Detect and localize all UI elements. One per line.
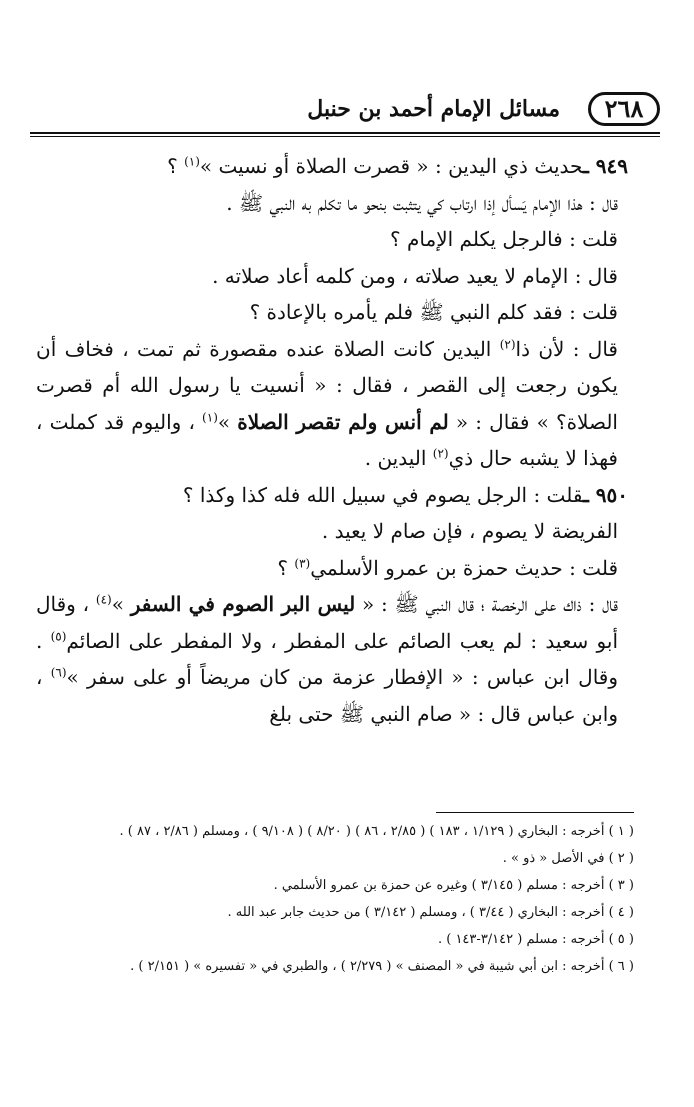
paragraph (36, 586, 628, 732)
footnote-ref: (٢) (499, 336, 516, 351)
paragraph: قلت : فالرجل يكلم الإمام ؟ (390, 227, 618, 251)
footnote-ref: (١) (184, 154, 200, 169)
footnote: ( ٣ ) أخرجه : مسلم ( ٣/١٤٥ ) وغيره عن حمزة بن عمرو الأسلمي . (273, 878, 634, 893)
paragraph: الفريضة لا يصوم ، فإن صام لا يعيد . (321, 519, 618, 543)
issue-949-heading (36, 148, 628, 185)
footnote: ( ٢ ) في الأصل « ذو » . (502, 851, 634, 866)
footnote-ref: (٦) (50, 665, 67, 680)
text-run: اليدين . (364, 446, 433, 470)
text-run: ، وابن عباس قال : « صام النبي ﷺ حتى بلغ (36, 665, 618, 726)
footnote-separator (436, 812, 634, 813)
text-run: » (217, 409, 238, 434)
paragraph (36, 331, 628, 477)
paragraph: قلت : فقد كلم النبي ﷺ فلم يأمره بالإعادة ؟ (249, 300, 618, 324)
footnote: ( ٦ ) أخرجه : ابن أبي شيبة في « المصنف » ( ٢/٢٧٩ ) ، والطبري في « تفسيره » ( ٢/١٥١ ) . (130, 959, 634, 974)
text-run: ، واليوم قد كملت ، فهذا لا يشبه حال ذي (36, 409, 618, 470)
footnote-ref: (١) (202, 409, 218, 424)
question-mark: ؟ (167, 154, 185, 178)
header-rule (30, 132, 660, 137)
text-run: » (111, 592, 131, 616)
footnote: ( ٤ ) أخرجه : البخاري ( ٣/٤٤ ) ، ومسلم ( ٣/١٤٢ ) من حديث جابر عبد الله . (227, 905, 634, 920)
paragraph: قال : الإمام لا يعيد صلاته ، ومن كلمه أعاد صلاته . (212, 263, 618, 288)
text-run: قال : لأن ذا (515, 336, 618, 361)
hadith-bold-text: ليس البر الصوم في السفر (130, 592, 356, 616)
page-number: ٢٦٨ (588, 92, 660, 126)
footnote: ( ١ ) أخرجه : البخاري ( ١/١٢٩ ، ١٨٣ ) ( ٢/٨٥ ، ٨٦ ) ( ٨/٢٠ ) ( ٩/١٠٨ ) ، ومسلم ( ٢/٨٦ ، ٨٧ ) . (119, 824, 634, 839)
text-run: اليدين كانت الصلاة عنده مقصورة ثم تمت ، فخاف أن يكون رجعت إلى القصر ، فقال : « أنسيت يا رسول الله أم قصرت الصلاة؟ » فقال : « (36, 336, 618, 434)
footnote-ref: (٥) (50, 628, 67, 643)
footnote-ref: (٣) (294, 555, 311, 570)
text-run: قال : ذاك على الرخصة ؛ قال النبي ﷺ : « (355, 592, 619, 616)
issue-number-949: ٩٤٩ ـ (582, 154, 628, 178)
main-text (36, 148, 628, 732)
question-text: حديث ذي اليدين : « قصرت الصلاة أو نسيت » (199, 154, 583, 178)
text-run: قلت : حديث حمزة بن عمرو الأسلمي (310, 555, 618, 580)
text-run: . وقال ابن عباس : « الإفطار عزمة من كان مريضاً أو على سفر » (36, 628, 619, 689)
footnote-ref: (٤) (95, 592, 112, 607)
issue-950-heading (36, 477, 628, 514)
footnote-ref: (٢) (432, 446, 449, 461)
hadith-bold-text: لم أنس ولم تقصر الصلاة (237, 409, 449, 434)
page-header (30, 92, 660, 138)
paragraph (36, 550, 628, 587)
footnotes (36, 818, 634, 980)
question-text: قلت : الرجل يصوم في سبيل الله فله كذا وكذا ؟ (182, 482, 583, 507)
footnote: ( ٥ ) أخرجه : مسلم ( ٣/١٤٢-١٤٣ ) . (437, 932, 634, 947)
running-title: مسائل الإمام أحمد بن حنبل (307, 96, 560, 122)
text-run: ، وقال أبو سعيد : لم يعب الصائم على المفطر ، ولا المفطر على الصائم (36, 592, 618, 653)
issue-number-950: ٩٥٠ ـ (582, 482, 628, 507)
text-run: ؟ (277, 555, 295, 580)
paragraph: قال : هذا الإمام يَسأل إذا ارتاب كي يتثبت بنحو ما تكلم به النبي ﷺ . (226, 190, 618, 215)
